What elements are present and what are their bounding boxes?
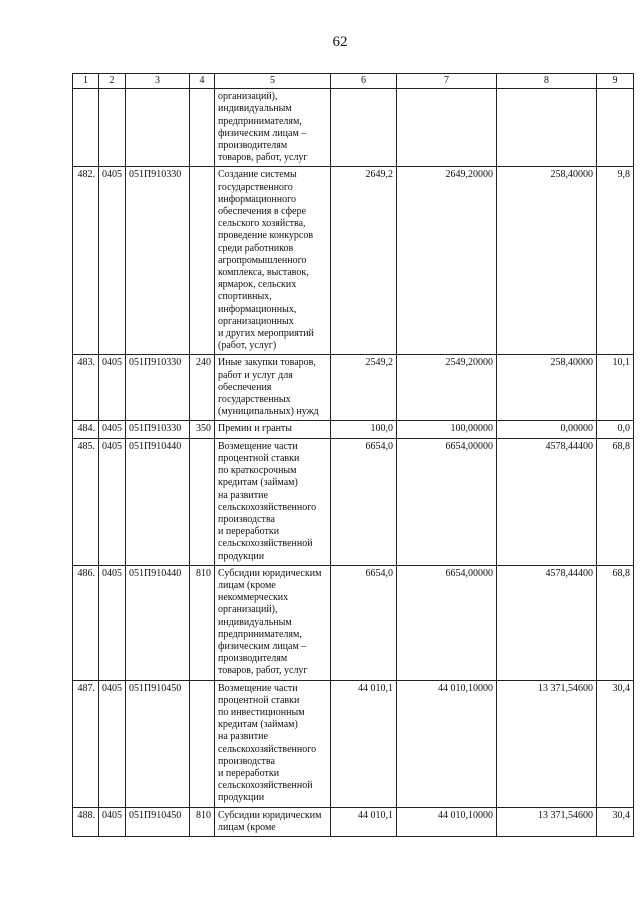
item-name-line: производства xyxy=(218,755,275,767)
execution-percent: 30,4 xyxy=(597,807,634,836)
item-name-line: продукции xyxy=(218,792,265,804)
item-name-line: комплекса, выставок, xyxy=(218,267,309,279)
item-name-line: Субсидии юридическим xyxy=(218,809,322,821)
header-row xyxy=(73,74,634,89)
planned-amount: 2549,20000 xyxy=(397,355,497,421)
target-article-code: 051П910330 xyxy=(126,355,190,421)
row-number: 487. xyxy=(73,680,99,807)
item-name-line: товаров, работ, услуг xyxy=(218,152,308,164)
planned-amount: 44 010,10000 xyxy=(397,807,497,836)
execution-percent: 0,0 xyxy=(597,421,634,438)
execution-percent xyxy=(597,89,634,167)
item-name-line: Создание системы xyxy=(218,169,297,181)
planned-amount: 100,00000 xyxy=(397,421,497,438)
header-cell: 4 xyxy=(190,74,215,89)
execution-percent: 9,8 xyxy=(597,167,634,355)
planned-amount: 2649,20000 xyxy=(397,167,497,355)
execution-percent: 68,8 xyxy=(597,438,634,565)
item-name-line: производства xyxy=(218,513,275,525)
target-article-code: 051П910440 xyxy=(126,565,190,680)
item-name-line: физическим лицам – xyxy=(218,640,307,652)
expense-type-code: 240 xyxy=(190,355,215,421)
item-name-line: среди работников xyxy=(218,242,294,254)
item-name-line: Субсидии юридическим xyxy=(218,567,322,579)
expense-type-code: 350 xyxy=(190,421,215,438)
item-name-line: обеспечения в сфере xyxy=(218,206,307,218)
planned-amount: 6654,00000 xyxy=(397,565,497,680)
table-row xyxy=(73,565,634,680)
header-cell: 9 xyxy=(597,74,634,89)
item-name-line: работ и услуг для xyxy=(218,369,293,381)
target-article-code: 051П910450 xyxy=(126,807,190,836)
executed-amount xyxy=(497,89,597,167)
item-name-line: ярмарок, сельских xyxy=(218,279,297,291)
header-cell: 5 xyxy=(215,74,331,89)
item-name-line: (муниципальных) нужд xyxy=(218,406,319,418)
item-name-line: (работ, услуг) xyxy=(218,340,277,352)
table-body xyxy=(73,74,634,837)
row-number: 483. xyxy=(73,355,99,421)
item-name-line: спортивных, xyxy=(218,291,272,303)
expense-type-code: 810 xyxy=(190,807,215,836)
target-article-code: 051П910330 xyxy=(126,421,190,438)
page-number: 62 xyxy=(332,34,348,50)
planned-amount: 6654,00000 xyxy=(397,438,497,565)
item-name-line: и переработки xyxy=(218,767,280,779)
item-name-line: индивидуальным xyxy=(218,103,292,115)
item-name-line: лицам (кроме xyxy=(218,821,276,833)
item-name-line: некоммерческих xyxy=(218,592,289,604)
table-row xyxy=(73,167,634,355)
approved-amount: 6654,0 xyxy=(331,565,397,680)
item-name-line: государственных xyxy=(218,394,291,406)
item-name-line: на развитие xyxy=(218,489,268,501)
item-name-line: сельскохозяйственной xyxy=(218,538,313,550)
section-code: 0405 xyxy=(99,807,126,836)
expense-type-code xyxy=(190,438,215,565)
item-name-line: кредитам (займам) xyxy=(218,477,298,489)
item-name-line: сельскохозяйственного xyxy=(218,501,317,513)
table-row xyxy=(73,807,634,836)
planned-amount: 44 010,10000 xyxy=(397,680,497,807)
item-name-line: на развитие xyxy=(218,731,268,743)
approved-amount xyxy=(331,89,397,167)
approved-amount: 44 010,1 xyxy=(331,807,397,836)
section-code: 0405 xyxy=(99,438,126,565)
approved-amount: 2649,2 xyxy=(331,167,397,355)
executed-amount: 0,00000 xyxy=(497,421,597,438)
item-name-line: предпринимателям, xyxy=(218,628,302,640)
item-name-line: по краткосрочным xyxy=(218,465,297,477)
item-name-line: обеспечения xyxy=(218,381,272,393)
section-code: 0405 xyxy=(99,680,126,807)
item-name-line: организационных xyxy=(218,315,294,327)
approved-amount: 100,0 xyxy=(331,421,397,438)
header-cell: 2 xyxy=(99,74,126,89)
executed-amount: 4578,44400 xyxy=(497,438,597,565)
table-row xyxy=(73,680,634,807)
item-name-line: организаций), xyxy=(218,91,278,103)
executed-amount: 4578,44400 xyxy=(497,565,597,680)
row-number: 488. xyxy=(73,807,99,836)
item-name-line: товаров, работ, услуг xyxy=(218,665,308,677)
table-row xyxy=(73,438,634,565)
item-name-line: агропромышленного xyxy=(218,254,307,266)
item-name xyxy=(215,421,331,438)
target-article-code: 051П910440 xyxy=(126,438,190,565)
section-code: 0405 xyxy=(99,421,126,438)
header-cell: 1 xyxy=(73,74,99,89)
expense-type-code xyxy=(190,89,215,167)
item-name-line: предпринимателям, xyxy=(218,115,302,127)
item-name-line: Премии и гранты xyxy=(218,423,293,435)
header-cell: 8 xyxy=(497,74,597,89)
item-name-line: Возмещение части xyxy=(218,440,298,452)
execution-percent: 30,4 xyxy=(597,680,634,807)
table-row xyxy=(73,355,634,421)
item-name xyxy=(215,167,331,355)
budget-table xyxy=(72,73,634,837)
row-number: 484. xyxy=(73,421,99,438)
header-cell: 6 xyxy=(331,74,397,89)
item-name-line: процентной ставки xyxy=(218,452,300,464)
table-row xyxy=(73,89,634,167)
executed-amount: 258,40000 xyxy=(497,355,597,421)
item-name-line: индивидуальным xyxy=(218,616,292,628)
row-number: 486. xyxy=(73,565,99,680)
planned-amount xyxy=(397,89,497,167)
section-code: 0405 xyxy=(99,355,126,421)
target-article-code: 051П910450 xyxy=(126,680,190,807)
expense-type-code: 810 xyxy=(190,565,215,680)
expense-type-code xyxy=(190,167,215,355)
section-code: 0405 xyxy=(99,565,126,680)
item-name-line: и других мероприятий xyxy=(218,328,314,340)
executed-amount: 13 371,54600 xyxy=(497,807,597,836)
approved-amount: 44 010,1 xyxy=(331,680,397,807)
item-name xyxy=(215,355,331,421)
table-row xyxy=(73,421,634,438)
expense-type-code xyxy=(190,680,215,807)
item-name-line: процентной ставки xyxy=(218,694,300,706)
row-number: 485. xyxy=(73,438,99,565)
item-name-line: информационных, xyxy=(218,303,297,315)
item-name-line: кредитам (займам) xyxy=(218,719,298,731)
item-name-line: лицам (кроме xyxy=(218,579,276,591)
item-name xyxy=(215,438,331,565)
execution-percent: 68,8 xyxy=(597,565,634,680)
target-article-code xyxy=(126,89,190,167)
item-name-line: государственного xyxy=(218,181,293,193)
item-name xyxy=(215,565,331,680)
item-name-line: производителям xyxy=(218,653,288,665)
item-name-line: продукции xyxy=(218,550,265,562)
section-code: 0405 xyxy=(99,167,126,355)
item-name-line: Иные закупки товаров, xyxy=(218,357,316,369)
item-name xyxy=(215,807,331,836)
row-number: 482. xyxy=(73,167,99,355)
item-name-line: сельского хозяйства, xyxy=(218,218,306,230)
item-name-line: сельскохозяйственной xyxy=(218,780,313,792)
item-name-line: и переработки xyxy=(218,526,280,538)
item-name xyxy=(215,680,331,807)
item-name-line: по инвестиционным xyxy=(218,706,305,718)
executed-amount: 258,40000 xyxy=(497,167,597,355)
item-name-line: организаций), xyxy=(218,604,278,616)
item-name-line: Возмещение части xyxy=(218,682,298,694)
item-name-line: производителям xyxy=(218,140,288,152)
item-name xyxy=(215,89,331,167)
item-name-line: информационного xyxy=(218,193,296,205)
approved-amount: 6654,0 xyxy=(331,438,397,565)
item-name-line: физическим лицам – xyxy=(218,127,307,139)
executed-amount: 13 371,54600 xyxy=(497,680,597,807)
header-cell: 7 xyxy=(397,74,497,89)
execution-percent: 10,1 xyxy=(597,355,634,421)
item-name-line: проведение конкурсов xyxy=(218,230,314,242)
target-article-code: 051П910330 xyxy=(126,167,190,355)
approved-amount: 2549,2 xyxy=(331,355,397,421)
section-code xyxy=(99,89,126,167)
item-name-line: сельскохозяйственного xyxy=(218,743,317,755)
header-cell: 3 xyxy=(126,74,190,89)
row-number xyxy=(73,89,99,167)
